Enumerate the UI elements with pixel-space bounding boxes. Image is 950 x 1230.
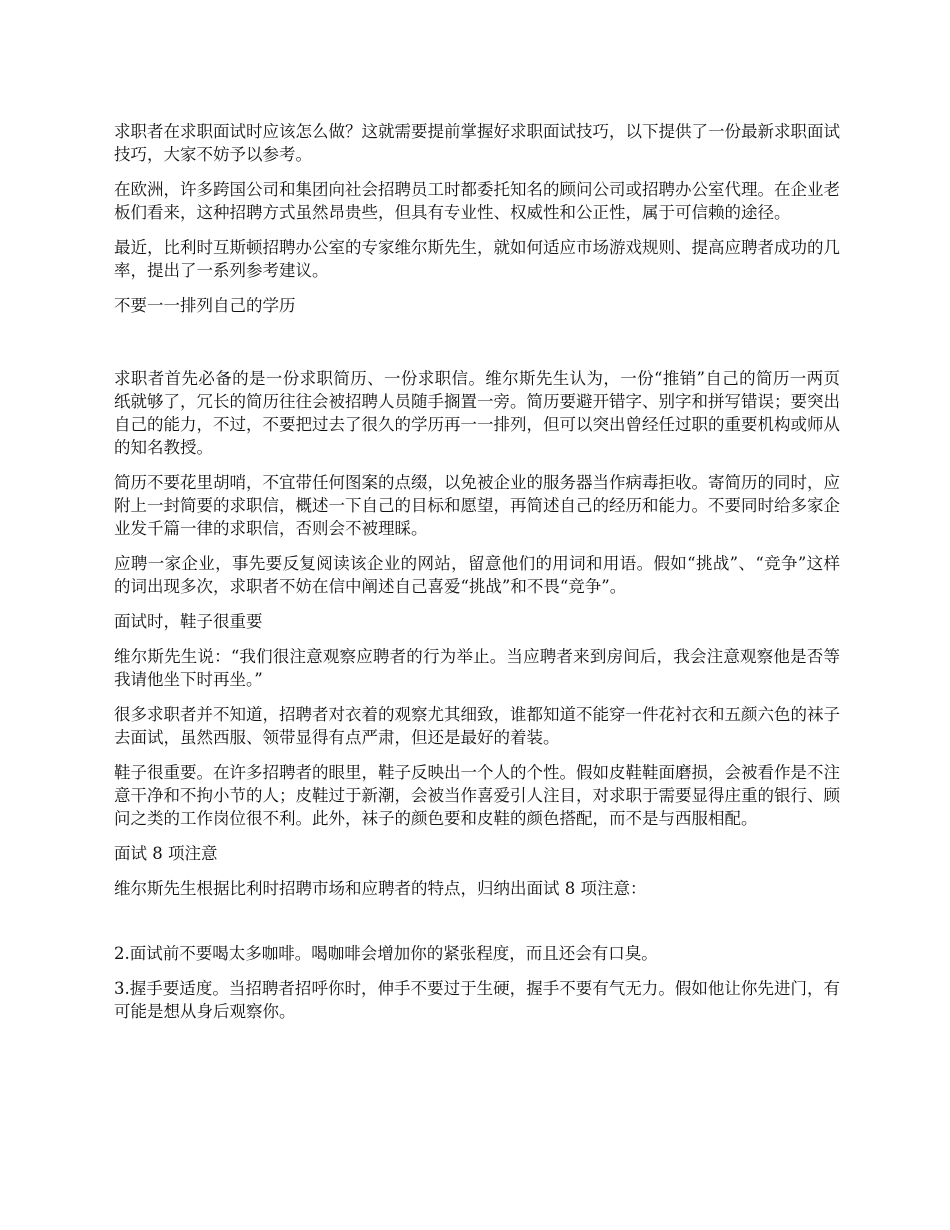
intro-paragraph: 求职者在求职面试时应该怎么做？这就需要提前掌握好求职面试技巧，以下提供了一份最新求职面试技巧，大家不妨予以参考。	[114, 122, 840, 164]
resume-paragraph: 求职者首先必备的是一份求职简历、一份求职信。维尔斯先生认为，一份“推销”自己的简历一两页纸就够了，冗长的简历往往会被招聘人员随手搁置一旁。简历要避开错字、别字和拼写错误；要突出自己的能力，不过，不要把过去了很久的学历再一一排列，但可以突出曾经任过职的重要机构或师从的知名教授。	[114, 369, 840, 457]
tip-2-paragraph: 2.面试前不要喝太多咖啡。喝咖啡会增加你的紧张程度，而且还会有口臭。	[114, 944, 658, 963]
tip-3-paragraph: 3.握手要适度。当招聘者招呼你时，伸手不要过于生硬，握手不要有气无力。假如他让你先进门，有可能是想从身后观察你。	[114, 979, 840, 1021]
behavior-paragraph: 维尔斯先生说：“我们很注意观察应聘者的行为举止。当应聘者来到房间后，我会注意观察他是否等我请他坐下时再坐。”	[114, 647, 840, 689]
europe-paragraph: 在欧洲，许多跨国公司和集团向社会招聘员工时都委托知名的顾问公司或招聘办公室代理。在企业老板们看来，这种招聘方式虽然昂贵些，但具有专业性、权威性和公正性，属于可信赖的途径。	[114, 180, 840, 222]
shoes-paragraph: 鞋子很重要。在许多招聘者的眼里，鞋子反映出一个人的个性。假如皮鞋鞋面磨损，会被看作是不注意干净和不拘小节的人；皮鞋过于新潮，会被当作喜爱引人注目，对求职于需要显得庄重的银行、顾问之类的工作岗位很不利。此外，袜子的颜色要和皮鞋的颜色搭配，而不是与西服相配。	[114, 763, 840, 828]
spacer	[114, 329, 840, 367]
resume-style-paragraph: 简历不要花里胡哨，不宜带任何图案的点缀，以免被企业的服务器当作病毒拒收。寄简历的同时，应附上一封简要的求职信，概述一下自己的目标和愿望，再简述自己的经历和能力。不要同时给多家企业发千篇一律的求职信，否则会不被理睬。	[114, 473, 840, 538]
document-body	[114, 120, 840, 1035]
section-heading-shoes: 面试时，鞋子很重要	[114, 612, 263, 631]
section-heading-tips: 面试 8 项注意	[114, 844, 218, 863]
website-paragraph: 应聘一家企业，事先要反复阅读该企业的网站，留意他们的用词和用语。假如“挑战”、“竞争”这样的词出现多次，求职者不妨在信中阐述自己喜爱“挑战”和不畏“竞争”。	[114, 554, 840, 596]
spacer	[114, 912, 840, 942]
section-heading-resume: 不要一一排列自己的学历	[114, 296, 296, 315]
clothing-paragraph: 很多求职者并不知道，招聘者对衣着的观察尤其细致，谁都知道不能穿一件花衬衣和五颜六色的袜子去面试，虽然西服、领带显得有点严肃，但还是最好的着装。	[114, 705, 840, 747]
expert-paragraph: 最近，比利时互斯顿招聘办公室的专家维尔斯先生，就如何适应市场游戏规则、提高应聘者成功的几率，提出了一系列参考建议。	[114, 238, 840, 280]
tips-intro-paragraph: 维尔斯先生根据比利时招聘市场和应聘者的特点，归纳出面试 8 项注意：	[114, 879, 647, 898]
